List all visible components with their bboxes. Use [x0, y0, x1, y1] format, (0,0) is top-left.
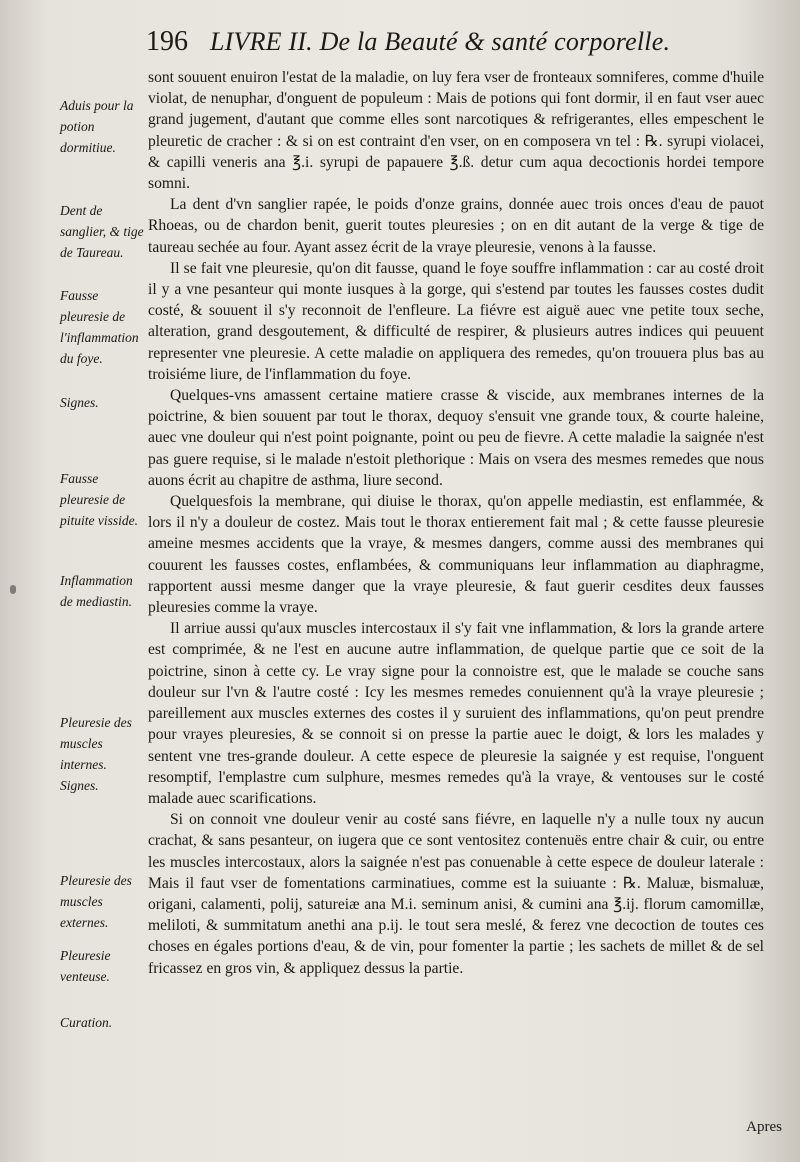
paragraph: sont souuent enuiron l'estat de la maladie, on luy fera vser de fronteaux somniferes, comme d'huile violat, de nenuphar, d'onguent de populeum : Mais de potions qui font dormir, il en faut vser auec grand jugement, d'autant que comme elles sont narcotiques & refrigerantes, elles empeschent le pleuretic de cracher : & si on est contraint d'en vser, on en composera vn tel : ℞. syrupi violacei, & capilli veneris ana ℥.i. syrupi de papauere ℥.ß. detur cum aqua decoctionis hordei tempore somni. [148, 69, 764, 193]
margin-note: Fausse pleuresie de pituite visside. [60, 471, 138, 528]
margin-note: Pleuresie des muscles externes. [60, 873, 132, 930]
paragraph: Quelquesfois la membrane, qui diuise le thorax, qu'on appelle mediastin, est enflammée, & lors il n'y a douleur de costez. Mais tout le thorax entierement fait mal ; & cette fausse pleuresie ameine mesmes accidents que la vraye, & mesmes dangers, comme aussi des membranes qui couurent les fausses costes, enflambées, & communiquans leur inflammation au diaphragme, rapportent aussi mesme danger que la vraye pleuresie, & faut guerir cesdites deux fausses pleuresies comme la vraye. [148, 493, 764, 617]
ink-blot [10, 585, 16, 594]
running-head: LIVRE II. De la Beauté & santé corporelle. [210, 27, 671, 56]
page-number: 196 [146, 26, 188, 57]
catchword: Apres [746, 1119, 782, 1135]
main-text [148, 67, 764, 979]
margin-note: Curation. [60, 1015, 113, 1030]
paragraph: Il arriue aussi qu'aux muscles intercostaux il s'y fait vne inflammation, & lors la grande artere est comprimée, & ne l'est en aucune autre inflammation, de quelque partie que ce soit de la poictrine, sinon à cette cy. Le vray signe pour la connoistre est, que le malade se couche sans douleur sur l'vn & l'autre costé : Icy les mesmes remedes conuiennent qu'à la vraye pleuresie ; pareillement aux muscles externes des costes il y suruient des inflammations, qu'on peut prendre pour vrayes pleuresies, & se connoit si on presse la partie auec le doigt, & lors les malades y sentent vne tres-grande douleur. A cette espece de pleuresie la saignée y est requise, l'onguent resomptif, l'emplastre cum sulphure, mesmes remedes qu'à la vraye, & ventouses sur le costé malade auec scarifications. [148, 620, 764, 807]
margin-note: Pleuresie des muscles internes. [60, 715, 132, 772]
margin-note: Signes. [60, 778, 99, 793]
paragraph: Quelques-vns amassent certaine matiere crasse & viscide, aux membranes internes de la poictrine, & bien souuent par tout le thorax, dequoy s'ensuit vne grande toux, & courte haleine, auec vne douleur qui n'est point poignante, point ou peu de fievre. A cette maladie la saignée n'est pas guere requise, si le malade n'estoit plethorique : Mais on vsera des mesmes remedes que nous auons écrit au chapitre de asthma, liure second. [148, 387, 764, 489]
paragraph: Si on connoit vne douleur venir au costé sans fiévre, en laquelle n'y a nulle toux ny aucun crachat, & sans pesanteur, on iugera que ce sont ventositez contenuës entre chair & cuir, ou entre les muscles intercostaux, alors la saignée n'est pas conuenable à cette espece de douleur laterale : Mais il faut vser de fomentations carminatiues, comme est la suiuante : ℞. Maluæ, bismaluæ, origani, calamenti, polij, satureiæ ana M.i. seminum anisi, & cumini ana ℥.ij. florum camomillæ, meliloti, & summitatum anethi ana p.ij. le tout sera meslé, & ferez vne decoction de toutes ces choses en égales portions d'eau, & de vin, pour fomenter la partie ; les sachets de millet & de sel fricassez en gros vin, & appliquez dessus la partie. [148, 811, 764, 977]
margin-note: Inflammation de mediastin. [60, 573, 133, 609]
paragraph: Il se fait vne pleuresie, qu'on dit fausse, quand le foye souffre inflammation : car au costé droit il y a vne pesanteur qui monte iusques à la gorge, qui s'estend par toutes les fausses costes dudit costé, & souuent il s'y reconnoit de l'enfleure. La fiévre est aiguë auec vne petite toux seche, alteration, grand desgoutement, & difficulté de respirer, & plusieurs autres indices qui peuuent representer vne pleuresie. A cette maladie on appliquera des remedes, qu'on trouuera plus bas au troisiéme liure, de l'inflammation du foye. [148, 259, 764, 383]
paragraph: La dent d'vn sanglier rapée, le poids d'onze grains, donnée auec trois onces d'eau de pauot Rhoeas, ou de chardon benit, guerit toutes pleuresies ; on en dit autant de la verge & tige de taureau sechée au four. Ayant assez écrit de la vraye pleuresie, venons à la fausse. [148, 196, 764, 256]
margin-note: Pleuresie venteuse. [60, 948, 111, 984]
margin-note: Signes. [60, 395, 99, 410]
margin-note: Aduis pour la potion dormitiue. [60, 98, 134, 155]
margin-note: Dent de sanglier, & tige de Taureau. [60, 203, 144, 260]
margin-note: Fausse pleuresie de l'inflammation du foye. [60, 288, 139, 366]
page-header [146, 26, 786, 66]
